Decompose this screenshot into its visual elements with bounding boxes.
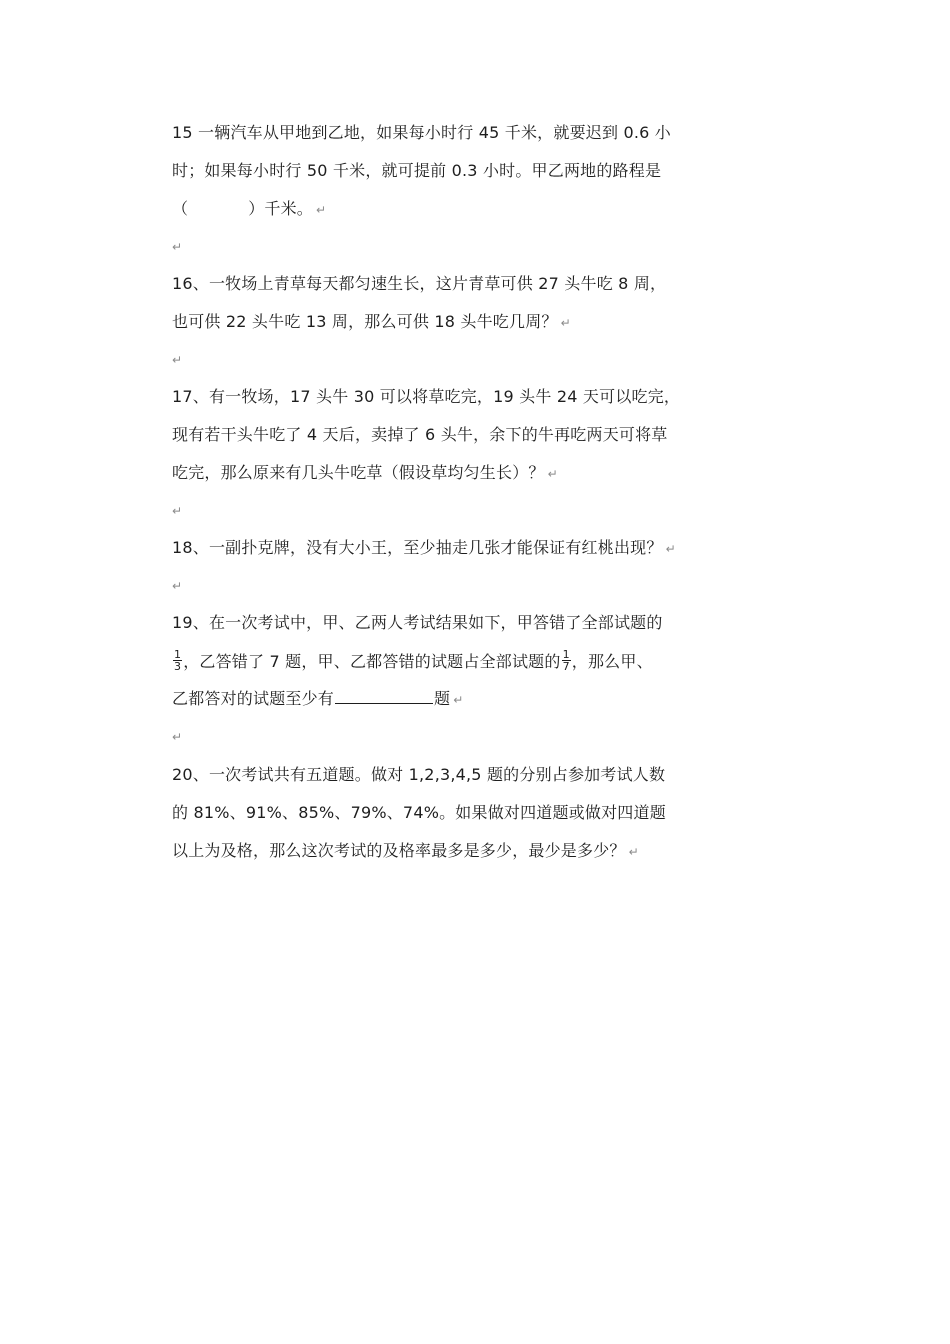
empty-paragraph: [172, 353, 182, 367]
q17-text-3: 吃完，那么原来有几头牛吃草（假设草均匀生长）？: [172, 463, 545, 482]
q15-line-3: [172, 199, 692, 219]
paragraph-mark-icon: ↵: [547, 467, 558, 481]
empty-paragraph: [172, 504, 182, 518]
q19-fraction-one-seventh: [562, 649, 571, 672]
empty-paragraph: [172, 240, 182, 254]
paragraph-mark-icon: ↵: [172, 240, 183, 254]
q15-text-3: ）千米。: [248, 199, 314, 218]
q15-line-1: [172, 123, 692, 143]
q17-text-2: 现有若干头牛吃了 4 天后，卖掉了 6 头牛，余下的牛再吃两天可将草: [172, 425, 668, 444]
paragraph-mark-icon: ↵: [665, 542, 676, 556]
q20-line-2: [172, 803, 692, 823]
paragraph-mark-icon: ↵: [560, 316, 571, 330]
paragraph-mark-icon: ↵: [453, 693, 464, 707]
q19-fraction-one-third: [173, 649, 182, 672]
paragraph-mark-icon: ↵: [628, 845, 639, 859]
q19-line-2: [172, 648, 692, 673]
q19-line-3: [172, 689, 692, 709]
q15-text-2: 时；如果每小时行 50 千米，就可提前 0.3 小时。甲乙两地的路程是: [172, 161, 662, 180]
q17-line-3: [172, 463, 692, 483]
q19-text-3a: 乙都答对的试题至少有: [172, 689, 335, 708]
q19-line-1: [172, 613, 692, 633]
fraction-denominator: 3: [174, 660, 182, 673]
q19-text-3b: 题: [434, 689, 451, 708]
q20-text-3: 以上为及格，那么这次考试的及格率最多是多少，最少是多少？: [172, 841, 626, 860]
q17-text-1: 17、有一牧场，17 头牛 30 可以将草吃完，19 头牛 24 天可以吃完，: [172, 387, 681, 406]
q20-text-1: 20、一次考试共有五道题。做对 1,2,3,4,5 题的分别占参加考试人数: [172, 765, 666, 784]
q15-line-2: [172, 161, 692, 181]
paragraph-mark-icon: ↵: [172, 353, 183, 367]
q16-line-1: [172, 274, 692, 294]
q17-line-2: [172, 425, 692, 445]
q18-line-1: [172, 538, 692, 558]
empty-paragraph: [172, 730, 182, 744]
q18-text-1: 18、一副扑克牌，没有大小王，至少抽走几张才能保证有红桃出现？: [172, 538, 663, 557]
q15-text-1: 15 一辆汽车从甲地到乙地，如果每小时行 45 千米，就要迟到 0.6 小: [172, 123, 671, 142]
paragraph-mark-icon: ↵: [172, 579, 183, 593]
q19-text-2a: ，乙答错了 7 题，甲、乙都答错的试题占全部试题的: [183, 652, 561, 671]
fraction-numerator: 1: [562, 648, 570, 661]
paragraph-mark-icon: ↵: [172, 504, 183, 518]
fraction-denominator: 7: [562, 660, 570, 673]
fraction-numerator: 1: [174, 648, 182, 661]
q20-text-2: 的 81%、91%、85%、79%、74%。如果做对四道题或做对四道题: [172, 803, 666, 822]
q20-line-3: [172, 841, 692, 861]
paragraph-mark-icon: ↵: [172, 730, 183, 744]
q15-paren-open: （: [172, 199, 189, 218]
q16-line-2: [172, 312, 692, 332]
empty-paragraph: [172, 579, 182, 593]
q17-line-1: [172, 387, 692, 407]
q16-text-2: 也可供 22 头牛吃 13 周，那么可供 18 头牛吃几周？: [172, 312, 558, 331]
q19-text-2b: ，那么甲、: [571, 652, 653, 671]
paragraph-mark-icon: ↵: [316, 203, 327, 217]
q19-text-1: 19、在一次考试中，甲、乙两人考试结果如下，甲答错了全部试题的: [172, 613, 663, 632]
q20-line-1: [172, 765, 692, 785]
q19-answer-blank: [335, 689, 433, 704]
q16-text-1: 16、一牧场上青草每天都匀速生长，这片青草可供 27 头牛吃 8 周，: [172, 274, 667, 293]
